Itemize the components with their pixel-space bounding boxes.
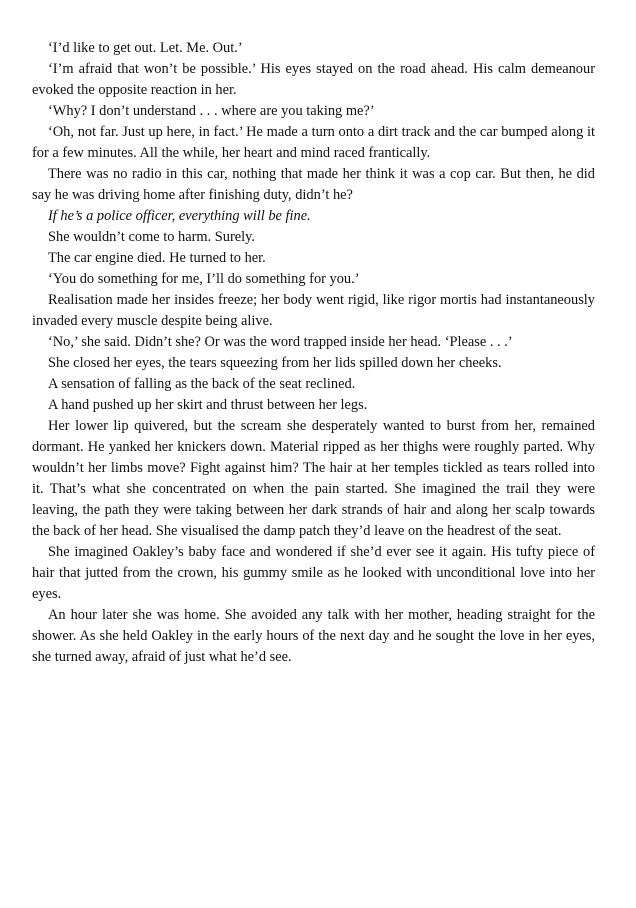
paragraph: ‘No,’ she said. Didn’t she? Or was the word trapped inside her head. ‘Please . . .’ [48, 334, 513, 350]
paragraph: ‘You do something for me, I’ll do something for you.’ [48, 271, 360, 287]
paragraph: Her lower lip quivered, but the scream she desperately wanted to burst from her, remained dormant. He yanked her knickers down. Material ripped as her thighs were roughly parted. Why wouldn’t her limbs move? Fight against him? The hair at her temples tickled as tears rolled into it. That’s what she concentrated on when the pain started. She imagined the trail they were leaving, the path they were taking between her dark strands of hair and along her scalp towards the back of her head. She visualised the damp patch they’d leave on the headrest of the seat. [32, 418, 595, 539]
paragraph: The car engine died. He turned to her. [48, 250, 266, 266]
paragraph: ‘I’m afraid that won’t be possible.’ His eyes stayed on the road ahead. His calm demeanour evoked the opposite reaction in her. [32, 61, 595, 98]
paragraph: A sensation of falling as the back of the seat reclined. [48, 376, 356, 392]
italic-thought: If he’s a police officer, everything will be fine. [48, 208, 311, 224]
paragraph: There was no radio in this car, nothing that made her think it was a cop car. But then, he did say he was driving home after finishing duty, didn’t he? [32, 166, 595, 203]
paragraph: ‘Why? I don’t understand . . . where are you taking me?’ [48, 103, 375, 119]
paragraph: She wouldn’t come to harm. Surely. [48, 229, 256, 245]
paragraph: A hand pushed up her skirt and thrust between her legs. [48, 397, 368, 413]
paragraph: She closed her eyes, the tears squeezing from her lids spilled down her cheeks. [48, 355, 502, 371]
paragraph: ‘I’d like to get out. Let. Me. Out.’ [48, 40, 243, 56]
paragraph: Realisation made her insides freeze; her body went rigid, like rigor mortis had instantaneously invaded every muscle despite being alive. [32, 292, 595, 329]
paragraph: ‘Oh, not far. Just up here, in fact.’ He made a turn onto a dirt track and the car bumped along it for a few minutes. All the while, her heart and mind raced frantically. [32, 124, 595, 161]
page-text [32, 38, 595, 668]
paragraph: She imagined Oakley’s baby face and wondered if she’d ever see it again. His tufty piece of hair that jutted from the crown, his gummy smile as he looked with unconditional love into her eyes. [32, 544, 595, 602]
paragraph: An hour later she was home. She avoided any talk with her mother, heading straight for the shower. As she held Oakley in the early hours of the next day and he sought the love in her eyes, she turned away, afraid of just what he’d see. [32, 607, 595, 665]
